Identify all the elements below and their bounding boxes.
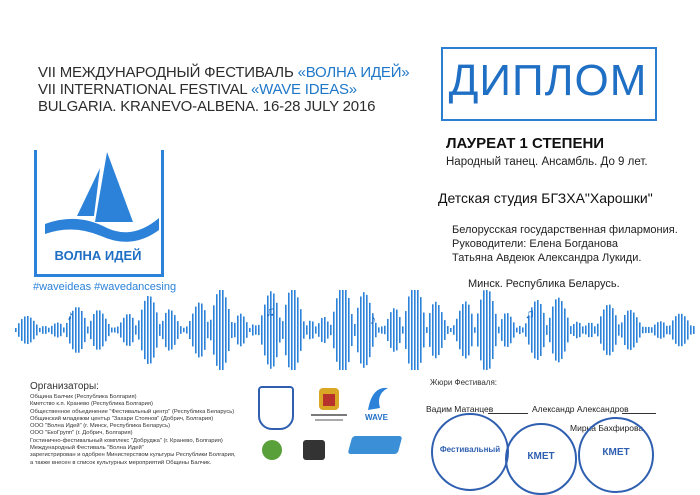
wave-bar (384, 326, 386, 335)
header-line-1: VII МЕЖДУНАРОДНЫЙ ФЕСТИВАЛЬ «ВОЛНА ИДЕЙ» (38, 64, 410, 81)
wave-bar (333, 312, 335, 349)
wave-bar (96, 310, 98, 349)
wave-bar (51, 326, 53, 334)
wave-bar (129, 314, 131, 346)
wave-bar (339, 290, 341, 370)
wave-bar (81, 311, 83, 349)
wave-bar (390, 312, 392, 348)
wave-bar (345, 290, 347, 370)
wave-bar (567, 318, 569, 343)
wave-bar (417, 290, 419, 370)
wave-bar (408, 296, 410, 363)
wave-bar (144, 301, 146, 359)
wave-bar (243, 316, 245, 343)
wave-bar (570, 326, 572, 334)
wave-bar (399, 317, 401, 343)
logo-text: ВОЛНА ИДЕЙ (54, 248, 142, 263)
wave-bar (552, 307, 554, 354)
wave-bar (651, 327, 653, 333)
wave-bar (99, 310, 101, 349)
header-line-2: VII INTERNATIONAL FESTIVAL «WAVE IDEAS» (38, 81, 357, 98)
svg-text:WAVE: WAVE (365, 413, 388, 422)
wave-bar (183, 328, 185, 332)
wave-bar (189, 321, 191, 339)
wave-bar (438, 305, 440, 355)
wave-bar (321, 318, 323, 342)
wave-bar (465, 301, 467, 358)
wave-bar (36, 325, 38, 336)
wave-bar (618, 324, 620, 335)
wave-bar (483, 290, 485, 369)
wave-bar (453, 325, 455, 334)
wave-bar (357, 308, 359, 353)
wave-bar (213, 305, 215, 354)
wave-bar (369, 303, 371, 357)
wave-bar (504, 314, 506, 347)
wave-bar (354, 324, 356, 336)
category: Народный танец. Ансамбль. До 9 лет. (446, 156, 648, 168)
wave-bar (639, 322, 641, 337)
wave-bar (237, 316, 239, 345)
wave-bar (591, 323, 593, 337)
wave-bar (669, 325, 671, 334)
wave-bar (576, 322, 578, 339)
wave-bar (342, 290, 344, 370)
wave-bar (606, 305, 608, 355)
wave-bar (471, 314, 473, 347)
wave-bar (60, 324, 62, 336)
wave-bar (573, 324, 575, 336)
wave-bar (666, 326, 668, 334)
dancesing-wave-logo (362, 384, 398, 424)
wave-bar (117, 327, 119, 334)
wave-bar (234, 323, 236, 338)
green-logo-icon (262, 440, 282, 460)
wave-bar (594, 326, 596, 333)
wave-bar (456, 319, 458, 341)
wave-bar (87, 327, 89, 334)
wave-bar (240, 314, 242, 347)
wave-bar (198, 303, 200, 358)
wave-bar (249, 328, 251, 332)
wave-bar (681, 314, 683, 346)
wave-bar (192, 314, 194, 347)
wave-bar (336, 298, 338, 362)
wave-bar (330, 325, 332, 335)
wave-bar (564, 308, 566, 351)
wave-bar (636, 317, 638, 343)
header-line-3: BULGARIA. KRANEVO-ALBENA. 16-28 JULY 2016 (38, 98, 376, 115)
wave-bar (684, 316, 686, 344)
wave-bar (489, 291, 491, 368)
wave-bar (513, 322, 515, 337)
wave-bar (63, 327, 65, 332)
wave-bar (282, 321, 284, 339)
wave-bar (246, 322, 248, 338)
wave-bar (15, 328, 17, 332)
wave-bar (645, 327, 647, 333)
svg-text:♫: ♫ (265, 303, 276, 319)
wave-bar (300, 309, 302, 351)
omg-logo (303, 440, 325, 460)
wave-bar (228, 309, 230, 351)
svg-text:♪: ♪ (370, 312, 377, 327)
wave-bar (285, 305, 287, 356)
wave-bar (612, 308, 614, 352)
wave-bar (414, 290, 416, 370)
signature-line-1 (488, 413, 528, 414)
wave-bar (231, 322, 233, 338)
wave-bar (468, 305, 470, 356)
sound-wave-graphic (15, 290, 695, 370)
wave-bar (621, 322, 623, 337)
wave-bar (615, 315, 617, 345)
wave-bar (141, 310, 143, 351)
wave-bar (33, 321, 35, 339)
wave-bar (393, 308, 395, 351)
wave-bar (660, 321, 662, 338)
wave-bar (279, 318, 281, 343)
wave-bar (135, 325, 137, 334)
wave-bar (540, 304, 542, 356)
wave-bar (627, 311, 629, 350)
wave-bar (207, 322, 209, 338)
wave-bar (510, 317, 512, 344)
diploma-title: ДИПЛОМ (448, 56, 648, 105)
jury-name-2: Александр Александров (532, 404, 629, 414)
wave-bar (309, 321, 311, 340)
wave-bar (672, 320, 674, 339)
wave-bar (387, 319, 389, 341)
wave-bar (477, 313, 479, 346)
wave-bar (687, 320, 689, 339)
kmet-stamp-2: КМЕТ (578, 417, 654, 493)
wave-bar (435, 302, 437, 358)
organization-info: Белорусская государственная филармония. Руководители: Елена Богданова Татьяна Авдеюк Александра Лукиди. (452, 224, 678, 264)
wave-bar (201, 303, 203, 356)
wave-bar (222, 290, 224, 370)
wave-bar (630, 310, 632, 350)
svg-text:♫: ♫ (525, 306, 535, 321)
organizers-list: Община Балчик (Республика Болгария) Кметство к.п. Кранево (Республика Болгария) Общественное объединение "Фестивальный центр" (Республика Беларусь) Общинский младежки център "Захари Стоянов" (Добрич, Болгария) ООО "Волна Идей" (г. Минск, Республика Беларусь) ООО "ЕкоГрупп" (г. Добрич, Болгария) Гостинично-фестивальный комплекс "Добруджа" (г. Кранево, Болгария) Международный Фестиваль "Волна Идей" зарегистрирован и одобрен Министерством культуры Республики Болгария, а также внесен в список культурных мероприятий Общины Балчик. (30, 394, 236, 466)
wave-bar (411, 290, 413, 370)
jury-title: Жюри Фестиваля: (430, 378, 498, 387)
wave-bar (312, 321, 314, 338)
wave-bar (486, 290, 488, 370)
wave-bar (459, 311, 461, 350)
wave-bar (306, 325, 308, 334)
city: Минск. Республика Беларусь. (468, 278, 620, 290)
wave-bar (501, 319, 503, 341)
jury-name-3: Мирна Бахфирова (570, 423, 644, 433)
wave-bar (153, 302, 155, 357)
wave-bar (480, 300, 482, 361)
wave-bar (84, 318, 86, 342)
wave-bar (297, 297, 299, 362)
wave-bar (537, 300, 539, 360)
wave-bar (24, 316, 26, 343)
wave-bar (597, 324, 599, 337)
wave-bar (195, 307, 197, 354)
wave-bar (447, 326, 449, 334)
wave-bar (111, 328, 113, 333)
wave-bar (675, 316, 677, 344)
wave-bar (42, 326, 44, 334)
wave-bar (405, 311, 407, 349)
wave-bar (78, 307, 80, 352)
wave-bar (147, 296, 149, 364)
wave-bar (366, 295, 368, 365)
wave-bar (261, 315, 263, 344)
wave-bar (102, 314, 104, 347)
wave-bar (603, 310, 605, 351)
svg-text:♪: ♪ (67, 307, 74, 323)
wave-bar (174, 315, 176, 345)
wave-bar (351, 314, 353, 346)
wave-bar (402, 326, 404, 333)
wave-bar (252, 324, 254, 335)
wave-bar (363, 292, 365, 368)
wave-bar (516, 328, 518, 333)
wave-bar (108, 324, 110, 336)
wave-bar (90, 321, 92, 339)
wave-bar (663, 323, 665, 338)
wave-bar (546, 325, 548, 335)
wave-bar (396, 310, 398, 351)
wave-bar (204, 310, 206, 350)
wave-bar (258, 325, 260, 335)
wave-bar (588, 323, 590, 337)
wave-bar (609, 305, 611, 356)
wave-bar (294, 290, 296, 370)
balchik-coat-of-arms-icon (258, 386, 294, 430)
wave-bar (633, 313, 635, 348)
wave-bar (519, 326, 521, 334)
wave-bar (219, 290, 221, 370)
wave-bar (303, 321, 305, 338)
wave-bar (543, 313, 545, 347)
wave-bar (45, 326, 47, 334)
wave-bar (114, 328, 116, 333)
wave-bar (432, 304, 434, 355)
wave-bar (138, 320, 140, 339)
wave-bar (555, 299, 557, 360)
wave-bar (165, 313, 167, 347)
wave-bar (327, 321, 329, 338)
wave-bar (216, 294, 218, 366)
wave-bar (525, 323, 527, 336)
wave-bar (177, 321, 179, 339)
festival-stamp: Фестивальный (431, 413, 509, 491)
wave-bar (600, 316, 602, 343)
wave-bar (558, 298, 560, 363)
wave-bar (624, 315, 626, 345)
wave-bar (315, 326, 317, 333)
wave-bar (423, 313, 425, 348)
wave-bar (126, 314, 128, 345)
wave-bar (54, 324, 56, 337)
wave-bar (27, 316, 29, 344)
wave-bar (186, 326, 188, 333)
wave-bar (39, 328, 41, 332)
wave-bar (654, 325, 656, 336)
wave-bar (21, 319, 23, 341)
wave-bar (324, 317, 326, 343)
wave-bar (105, 319, 107, 342)
wave-bar (474, 327, 476, 333)
wave-bar (30, 318, 32, 343)
wave-bar (159, 324, 161, 336)
hashtags: #waveideas #wavedancesing (33, 281, 177, 293)
wave-bar (162, 321, 164, 339)
wave-bar (585, 326, 587, 335)
laureate-degree: ЛАУРЕАТ 1 СТЕПЕНИ (446, 135, 605, 152)
wave-bar (156, 312, 158, 347)
wave-bar (381, 326, 383, 333)
wave-bar (507, 313, 509, 347)
wave-bar (318, 323, 320, 337)
wave-bar (522, 327, 524, 332)
wave-bar (288, 293, 290, 368)
wave-bar (549, 318, 551, 342)
wave-bar (690, 325, 692, 334)
wave-bar (48, 328, 50, 333)
wave-bar (291, 290, 293, 370)
wave-bar (171, 311, 173, 350)
wave-bar (150, 297, 152, 364)
bulgaria-ministry-logo (307, 386, 351, 426)
wave-bar (276, 303, 278, 357)
wave-bar (348, 298, 350, 362)
wave-bar (123, 318, 125, 343)
wave-bar (378, 327, 380, 332)
wave-bar (360, 296, 362, 363)
wave-bar (657, 322, 659, 338)
wave-bar (495, 314, 497, 346)
wave-bar (420, 297, 422, 363)
wave-bar (450, 328, 452, 332)
festival-header (38, 64, 409, 115)
wave-bar (18, 323, 20, 337)
wave-bar (642, 327, 644, 334)
jury-name-1: Вадим Матанцев (426, 404, 494, 414)
wave-bar (693, 326, 695, 334)
studio-name: Детская студия БГЗХА"Харошки" (438, 190, 653, 206)
wave-bar (93, 314, 95, 346)
wave-bar (225, 297, 227, 362)
wave-bar (579, 323, 581, 337)
kmet-stamp-1: КМЕТ (505, 423, 577, 495)
sailboat-icon (37, 150, 161, 250)
wave-bar (57, 323, 59, 338)
organizers-title: Организаторы: (30, 381, 99, 392)
wave-bar (180, 326, 182, 334)
wave-bar (120, 322, 122, 337)
wave-bar (255, 325, 257, 334)
wave-bar (441, 312, 443, 348)
wave-bar (66, 323, 68, 337)
wave-bar (426, 327, 428, 333)
wave-bar (492, 301, 494, 359)
wave-bar (132, 318, 134, 342)
wave-bar (561, 301, 563, 359)
wave-bar (462, 304, 464, 356)
wave-bar (168, 309, 170, 350)
wave-bar (582, 326, 584, 333)
wave-bar (648, 327, 650, 333)
signature-line-2 (622, 413, 656, 414)
wave-bar (444, 320, 446, 340)
wave-bar (498, 327, 500, 334)
wave-bar (678, 314, 680, 346)
wave-sponsor-logo (348, 436, 403, 454)
wave-bar (75, 307, 77, 352)
wave-bar (429, 313, 431, 347)
wave-bar (210, 320, 212, 341)
